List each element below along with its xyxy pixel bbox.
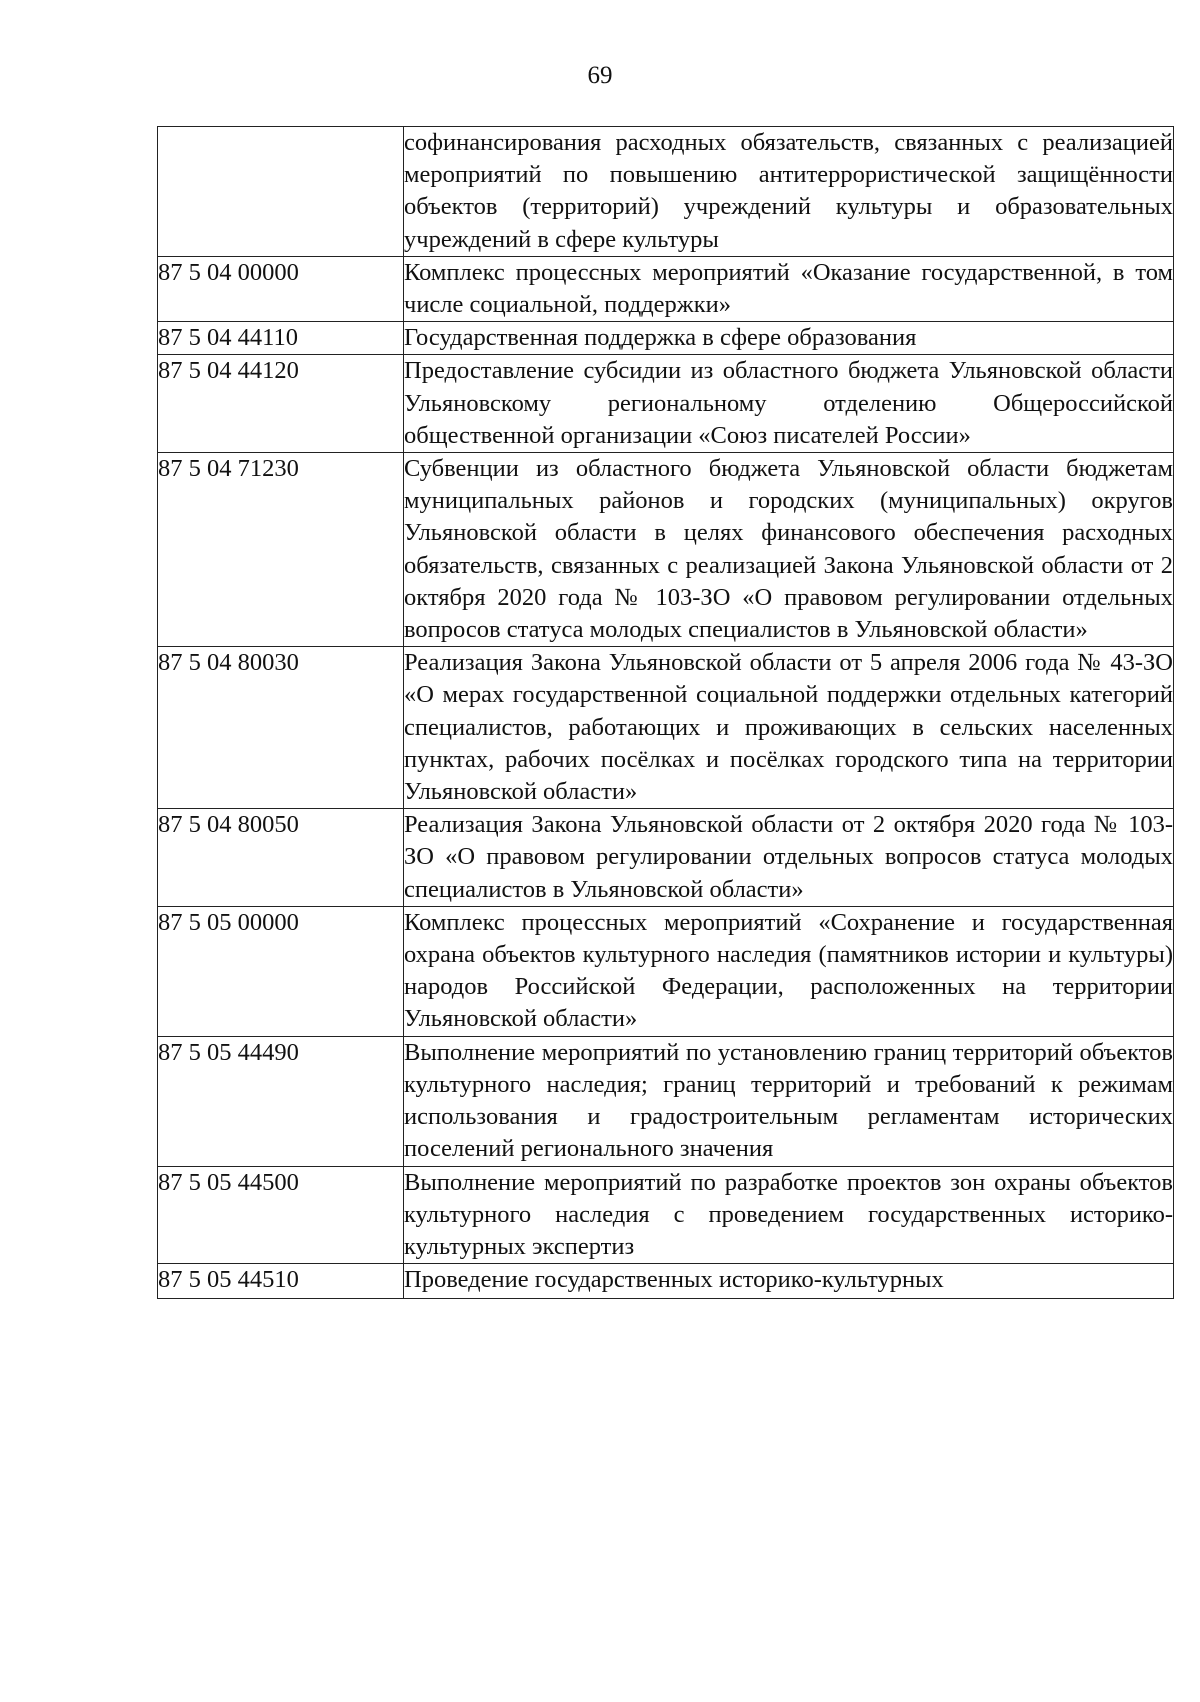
row-code: [158, 127, 404, 257]
row-description-text: Проведение государственных историко-культурных: [404, 1266, 944, 1294]
row-description-text: Выполнение мероприятий по разработке проектов зон охраны объектов культурного наследия с проведением государственных историко-культурных экспертиз: [404, 1168, 1173, 1260]
row-description-text: Выполнение мероприятий по установлению границ территорий объектов культурного наследия; границ территорий и требований к режимам использования и градостроительным регламентам исторических поселений регионального значения: [404, 1038, 1173, 1163]
row-description: [404, 355, 1174, 453]
row-description: [404, 1264, 1174, 1299]
table-row: [158, 355, 1174, 453]
row-description-text: Государственная поддержка в сфере образования: [404, 324, 917, 352]
row-description: [404, 127, 1174, 257]
table-row: [158, 322, 1174, 355]
row-description: [404, 1166, 1174, 1264]
row-description-text: Комплекс процессных мероприятий «Оказание государственной, в том числе социальной, поддержки»: [404, 258, 1173, 319]
row-code: 87 5 04 44110: [158, 322, 404, 355]
table-row: [158, 127, 1174, 257]
table-row: [158, 647, 1174, 809]
row-code: 87 5 04 71230: [158, 453, 404, 647]
table-row: [158, 256, 1174, 321]
row-code: 87 5 04 44120: [158, 355, 404, 453]
row-description-text: Реализация Закона Ульяновской области от 2 октября 2020 года № 103-ЗО «О правовом регулировании отдельных вопросов статуса молодых специалистов в Ульяновской области»: [404, 811, 1173, 903]
table-row: [158, 1166, 1174, 1264]
row-code: 87 5 04 80030: [158, 647, 404, 809]
row-description: [404, 809, 1174, 907]
row-code: 87 5 05 00000: [158, 906, 404, 1036]
row-code: 87 5 04 80050: [158, 809, 404, 907]
row-code: 87 5 05 44500: [158, 1166, 404, 1264]
budget-classification-table: [157, 126, 1174, 1299]
row-description-text: Реализация Закона Ульяновской области от 5 апреля 2006 года № 43-ЗО «О мерах государственной социальной поддержки отдельных категорий специалистов, работающих и проживающих в сельских населенных пунктах, рабочих посёлках и посёлках городского типа на территории Ульяновской области»: [404, 649, 1173, 806]
row-description-text: Предоставление субсидии из областного бюджета Ульяновской области Ульяновскому региональному отделению Общероссийской общественной организации «Союз писателей России»: [404, 357, 1173, 449]
row-description-text: Субвенции из областного бюджета Ульяновской области бюджетам муниципальных районов и городских (муниципальных) округов Ульяновской области в целях финансового обеспечения расходных обязательств, связанных с реализацией Закона Ульяновской области от 2 октября 2020 года № 103-ЗО «О правовом регулировании отдельных вопросов статуса молодых специалистов в Ульяновской области»: [404, 455, 1173, 644]
row-description-text: софинансирования расходных обязательств, связанных с реализацией мероприятий по повышению антитеррористической защищённости объектов (территорий) учреждений культуры и образовательных учреждений в сфере культуры: [404, 129, 1173, 253]
row-description: [404, 256, 1174, 321]
page-number: 69: [587, 62, 613, 89]
row-description: [404, 453, 1174, 647]
table-row: [158, 453, 1174, 647]
row-code: 87 5 05 44510: [158, 1264, 404, 1299]
table-row: [158, 906, 1174, 1036]
row-code: 87 5 05 44490: [158, 1036, 404, 1166]
row-description-text: Комплекс процессных мероприятий «Сохранение и государственная охрана объектов культурного наследия (памятников истории и культуры) народов Российской Федерации, расположенных на территории Ульяновской области»: [404, 908, 1173, 1033]
row-description: [404, 1036, 1174, 1166]
row-description: [404, 322, 1174, 355]
table-row: [158, 1264, 1174, 1299]
table-row: [158, 809, 1174, 907]
row-code: 87 5 04 00000: [158, 256, 404, 321]
row-description: [404, 906, 1174, 1036]
table-row: [158, 1036, 1174, 1166]
row-description: [404, 647, 1174, 809]
